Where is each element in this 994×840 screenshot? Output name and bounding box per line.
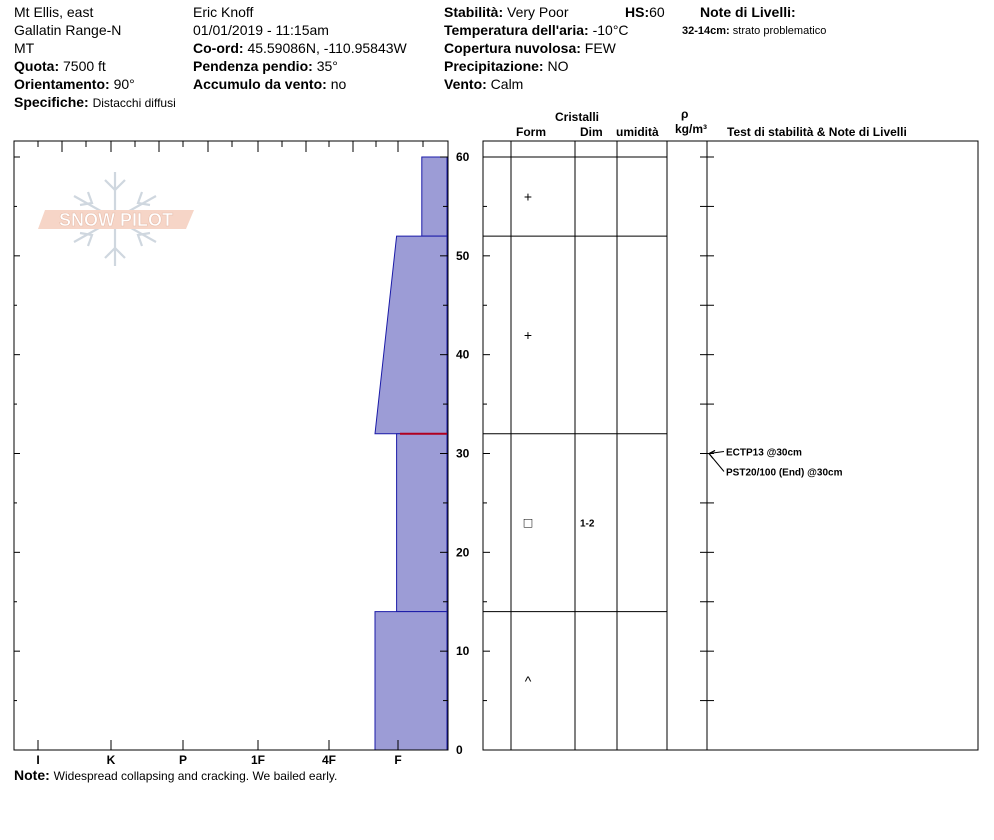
specifics-value: Distacchi diffusi (92, 96, 176, 110)
height-tick-label: 50 (456, 248, 470, 263)
cloud-cover-label: Copertura nuvolosa: (444, 40, 581, 56)
hardness-layer-1 (422, 157, 447, 236)
snow-height-label: HS: (625, 4, 650, 20)
height-tick-label: 20 (456, 545, 470, 560)
grain-form-symbol: □ (523, 514, 533, 531)
elevation-label: Quota: (14, 58, 60, 74)
observer-name: Eric Knoff (193, 4, 254, 20)
cloud-cover-value: FEW (584, 40, 616, 56)
hardness-layer-4 (375, 612, 447, 750)
snow-height-value: 60 (649, 4, 665, 20)
height-tick-label: 30 (456, 446, 470, 461)
hardness-layer-2 (375, 236, 447, 434)
observation-datetime: 01/01/2019 - 11:15am (193, 22, 329, 38)
footer-note (14, 767, 337, 784)
hardness-layer-3 (397, 434, 447, 612)
grain-form-symbol: + (523, 326, 533, 343)
density-symbol: ρ (681, 107, 689, 121)
stability-test-label: ECTP13 @30cm (726, 447, 802, 459)
stability-test-label: PST20/100 (End) @30cm (726, 467, 843, 479)
height-tick-label: 0 (456, 743, 463, 757)
hardness-tick-label: 1F (250, 753, 266, 767)
stability-value: Very Poor (507, 4, 569, 20)
state-name: MT (14, 40, 35, 56)
hardness-tick-label: I (36, 753, 40, 767)
hardness-tick-label: K (106, 753, 116, 767)
height-tick-label: 60 (456, 150, 470, 164)
layer-table-frame (483, 141, 978, 750)
air-temperature-value: -10°C (592, 22, 629, 38)
snowpilot-logo (38, 172, 194, 266)
height-tick-label: 10 (456, 644, 470, 659)
wind-value: Calm (490, 76, 524, 92)
footer-note-text: Widespread collapsing and cracking. We bailed early. (53, 769, 338, 783)
range-name: Gallatin Range-N (14, 22, 122, 38)
size-header: Dim (580, 125, 603, 139)
air-temperature-label: Temperatura dell'aria: (444, 22, 589, 38)
layer-notes-title: Note di Livelli: (700, 4, 796, 20)
moisture-header: umidità (616, 125, 659, 139)
hardness-axis (36, 740, 401, 767)
layer-note-range: 32-14cm: (682, 25, 730, 37)
aspect-value: 90° (113, 76, 135, 92)
location-name: Mt Ellis, east (14, 4, 94, 20)
logo-text: SNOW PILOT (59, 210, 173, 230)
footer-note-label: Note: (14, 767, 50, 783)
precipitation-value: NO (547, 58, 569, 74)
coordinates-value: 45.59086N, -110.95843W (247, 40, 407, 56)
coordinates-label: Co-ord: (193, 40, 244, 56)
wind-loading-label: Accumulo da vento: (193, 76, 327, 92)
precipitation-label: Precipitazione: (444, 58, 544, 74)
crystals-header: Cristalli (555, 110, 600, 124)
form-header: Form (516, 125, 546, 139)
density-unit: kg/m³ (675, 122, 708, 136)
grain-size-label: 1-2 (580, 518, 595, 530)
slope-angle-value: 35° (316, 58, 338, 74)
layer-note-text: strato problematico (732, 25, 827, 37)
grain-form-symbol: ^ (524, 672, 532, 689)
stability-tests (709, 448, 843, 479)
grain-form-symbol: + (523, 188, 533, 205)
wind-loading-value: no (330, 76, 347, 92)
wind-label: Vento: (444, 76, 487, 92)
height-tick-label: 40 (456, 347, 470, 362)
stability-tests-header: Test di stabilità & Note di Livelli (727, 125, 907, 139)
elevation-value: 7500 ft (63, 58, 106, 74)
hardness-tick-label: F (394, 753, 402, 767)
grain-forms (524, 189, 595, 689)
slope-angle-label: Pendenza pendio: (193, 58, 313, 74)
aspect-label: Orientamento: (14, 76, 110, 92)
hardness-tick-label: 4F (321, 753, 337, 767)
hardness-profile (375, 157, 447, 750)
hardness-top-ticks (14, 141, 423, 152)
specifics-label: Specifiche: (14, 94, 89, 110)
stability-label: Stabilità: (444, 4, 504, 20)
hardness-tick-label: P (178, 753, 188, 767)
stability-test-arrowhead (709, 451, 715, 459)
